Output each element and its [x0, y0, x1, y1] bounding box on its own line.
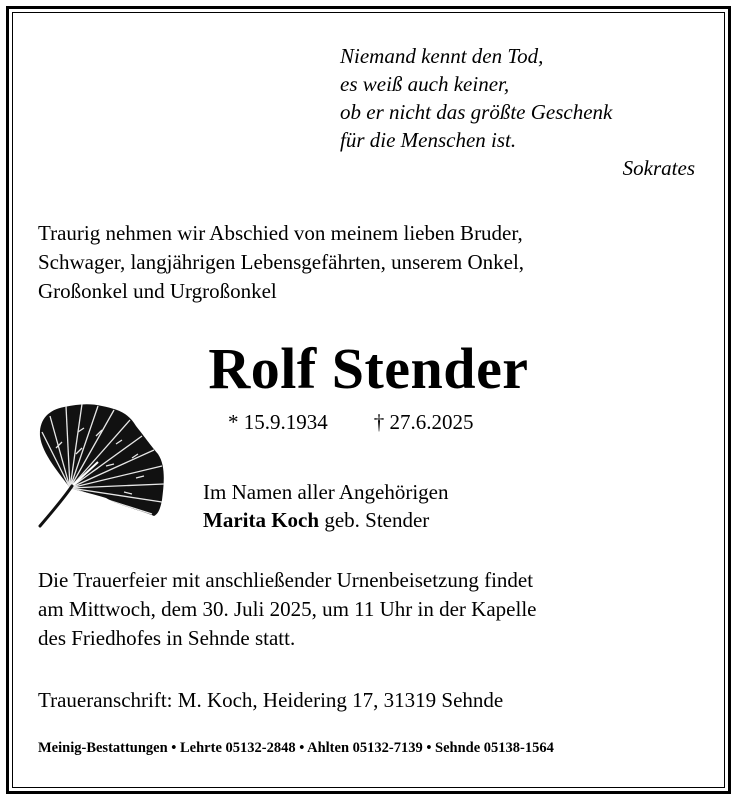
- family-name-line: [203, 506, 449, 534]
- intro-line: Traurig nehmen wir Abschied von meinem lieben Bruder,: [38, 221, 523, 245]
- intro-line: Schwager, langjährigen Lebensgefährten, unserem Onkel,: [38, 250, 525, 274]
- family-intro: Im Namen aller Angehörigen: [203, 480, 449, 504]
- intro-text: [38, 219, 678, 306]
- relative-name-suffix: geb. Stender: [319, 508, 430, 532]
- ceremony-text: [38, 566, 698, 653]
- intro-line: Großonkel und Urgroßonkel: [38, 279, 277, 303]
- motto-quote: [340, 42, 700, 182]
- funeral-home-footer: Meinig-Bestattungen • Lehrte 05132-2848 • Ahlten 05132-7139 • Sehnde 05138-1564: [38, 740, 554, 756]
- motto-line: für die Menschen ist.: [340, 128, 517, 152]
- ginkgo-leaf-icon: [36, 402, 166, 532]
- ceremony-line: des Friedhofes in Sehnde statt.: [38, 626, 296, 650]
- ceremony-line: am Mittwoch, dem 30. Juli 2025, um 11 Uhr in der Kapelle: [38, 597, 537, 621]
- ceremony-line: Die Trauerfeier mit anschließender Urnenbeisetzung findet: [38, 568, 534, 592]
- life-dates: [228, 408, 474, 436]
- death-date: † 27.6.2025: [373, 410, 474, 434]
- mourning-address: Traueranschrift: M. Koch, Heidering 17, 31319 Sehnde: [38, 688, 504, 712]
- relative-name: Marita Koch: [203, 508, 320, 532]
- family-signature: [203, 478, 449, 534]
- motto-line: Niemand kennt den Tod,: [340, 44, 544, 68]
- motto-author: Sokrates: [622, 156, 695, 180]
- birth-date: * 15.9.1934: [228, 410, 328, 434]
- motto-line: es weiß auch keiner,: [340, 72, 510, 96]
- deceased-name: Rolf Stender: [208, 336, 529, 401]
- motto-line: ob er nicht das größte Geschenk: [340, 100, 613, 124]
